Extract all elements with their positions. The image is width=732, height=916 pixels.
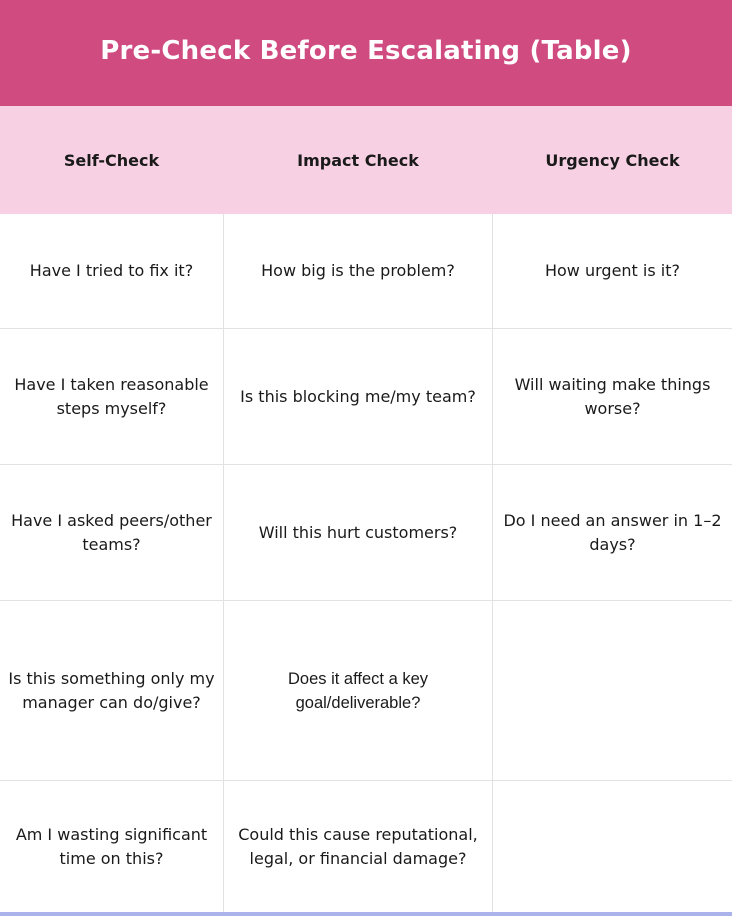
table-row (0, 600, 732, 780)
table-row (0, 780, 732, 912)
column-header-urgency-check: Urgency Check (545, 150, 680, 170)
table-cell: How big is the problem? (261, 261, 455, 280)
table-header-row (0, 106, 732, 214)
table-cell: Do I need an answer in 1–2 days? (503, 510, 722, 554)
column-divider (492, 214, 493, 912)
table-cell: Will waiting make things worse? (514, 374, 711, 418)
table-cell: Have I taken reasonable steps myself? (14, 374, 209, 418)
table-cell: Does it affect a key goal/deliverable? (287, 669, 429, 712)
table-cell: Could this cause reputational, legal, or financial damage? (238, 824, 478, 868)
title-bar (0, 0, 732, 106)
table-cell (493, 781, 732, 912)
table-cell: Will this hurt customers? (258, 522, 458, 542)
table-row (0, 328, 732, 464)
bottom-accent-line (0, 912, 732, 916)
table-row (0, 464, 732, 600)
table-cell: Is this something only my manager can do/give? (8, 668, 215, 712)
page-title: Pre-Check Before Escalating (Table) (100, 36, 632, 66)
table-cell: Am I wasting significant time on this? (15, 824, 208, 868)
table-row (0, 214, 732, 328)
table-cell: Have I tried to fix it? (29, 261, 194, 280)
table-cell (493, 601, 732, 780)
table-cell: How urgent is it? (544, 261, 680, 280)
column-header-self-check: Self-Check (63, 150, 160, 170)
table-cell: Is this blocking me/my team? (240, 386, 476, 406)
column-divider (223, 214, 224, 912)
column-header-impact-check: Impact Check (297, 150, 419, 170)
table-cell: Have I asked peers/other teams? (11, 510, 212, 554)
